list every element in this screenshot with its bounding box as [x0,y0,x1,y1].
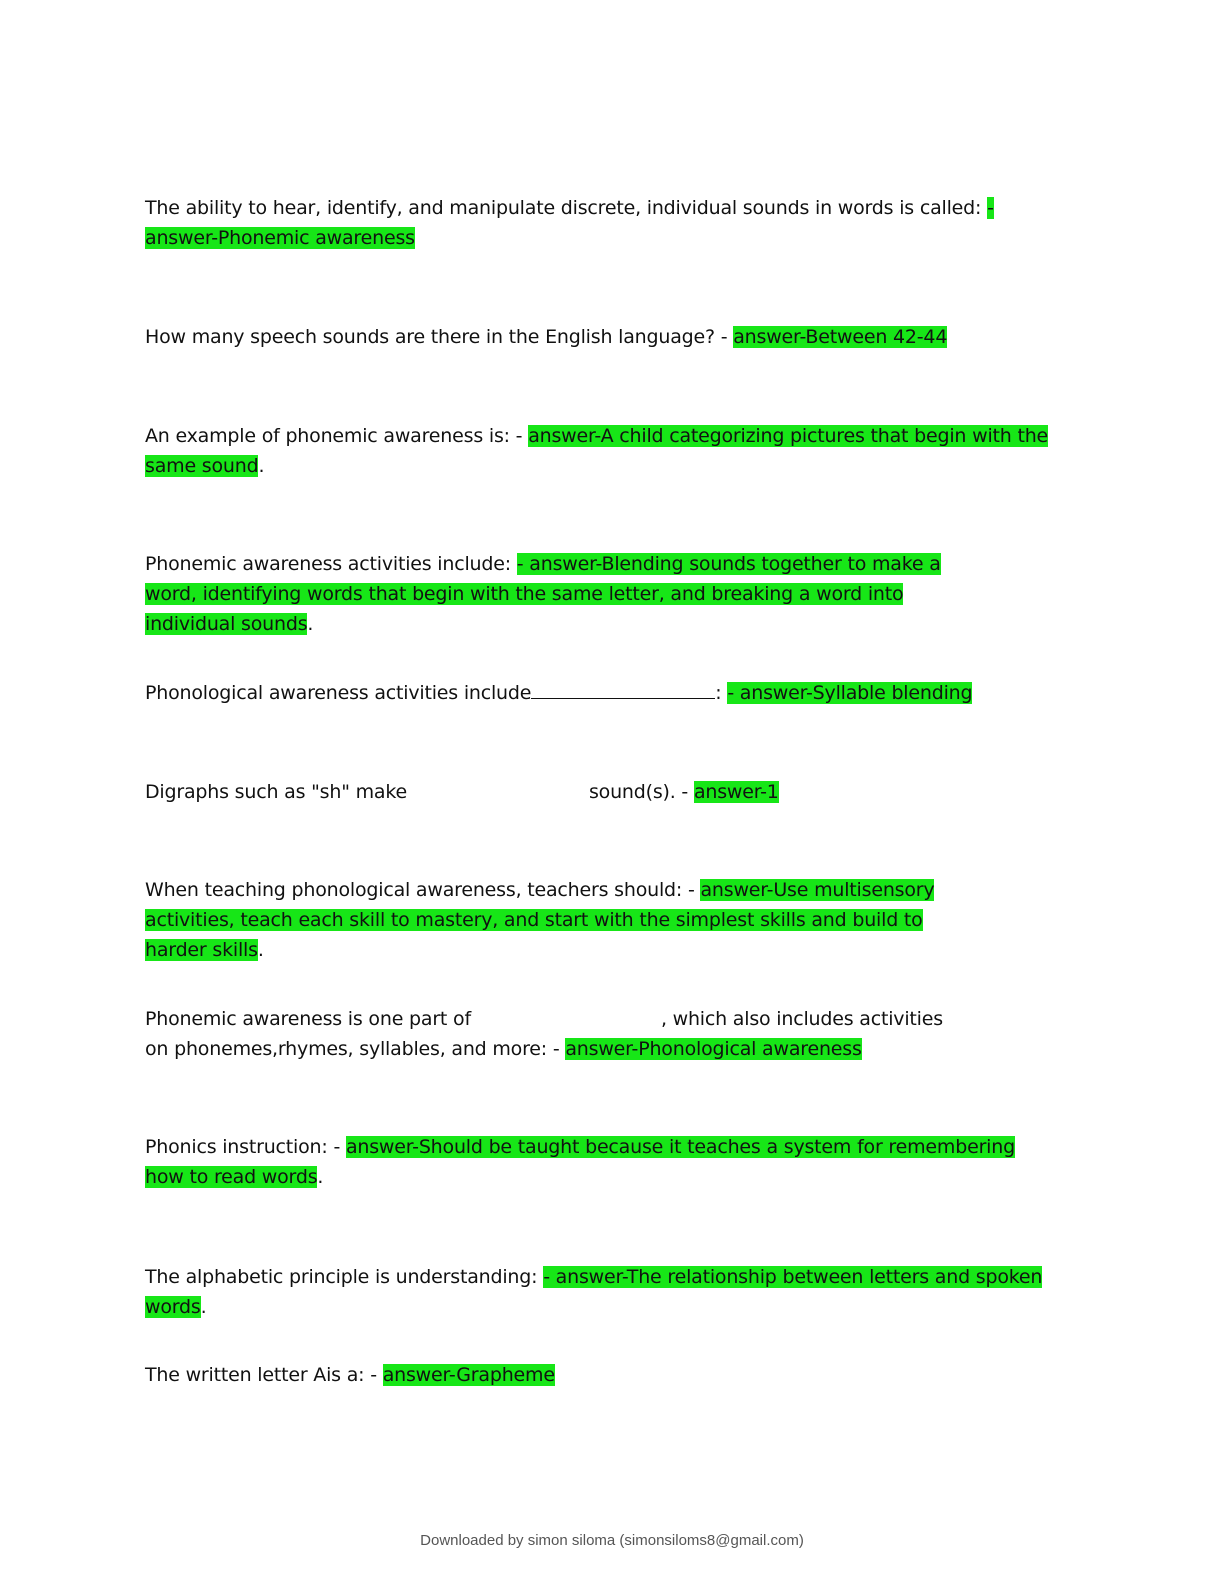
question-text: Digraphs such as "sh" make [145,781,407,803]
answer-highlight: Phonemic awareness [217,227,415,249]
separator: - [714,326,734,348]
question-text: When teaching phonological awareness, teachers should: [145,879,683,901]
qa-item-1 [145,193,1065,253]
answer-highlight: answer-1 [693,781,779,803]
qa-item-2 [145,322,1065,352]
answer-highlight: answer-Use multisensory activities, teach each skill to mastery, and start with the simplest skills and build to harder skills [145,879,935,961]
qa-item-5 [145,678,1065,708]
question-text: An example of phonemic awareness is: [145,425,510,447]
answer-highlight: answer-Grapheme [382,1364,555,1386]
question-text: The ability to hear, identify, and manipulate discrete, individual sounds in words is called: [145,197,982,219]
trailing-punctuation: . [317,1166,324,1188]
separator: - [364,1364,383,1386]
question-text: Phonemic awareness is one part of [145,1008,471,1030]
qa-item-3 [145,421,1065,481]
download-footer: Downloaded by simon siloma (simonsiloms8@gmail.com) [420,1532,804,1549]
question-text: The alphabetic principle is understanding: [145,1266,538,1288]
question-text: Phonemic awareness activities include: [145,553,511,575]
trailing-punctuation: . [258,455,265,477]
answer-highlight: answer-Phonological awareness [565,1038,862,1060]
answer-highlight: - answer-Syllable blending [727,682,973,704]
question-text-continued: , which also includes activities on phonemes,rhymes, syllables, and more: [145,1008,943,1060]
question-text: Phonics instruction: [145,1136,328,1158]
separator: - [682,879,701,901]
question-text: How many speech sounds are there in the English language? [145,326,715,348]
qa-item-6 [145,777,1065,807]
question-text: The written letter Ais a: [145,1364,365,1386]
separator: - [327,1136,346,1158]
qa-item-7 [145,875,985,965]
answer-highlight: answer-Between 42-44 [733,326,948,348]
trailing-punctuation: . [200,1296,207,1318]
separator: - [675,781,694,803]
separator: - [509,425,529,447]
fill-in-blank [531,680,715,699]
answer-highlight: - answer-The relationship between letters and spoken words [145,1266,1043,1318]
separator: - [547,1038,566,1060]
trailing-punctuation: . [257,939,264,961]
question-text-continued: : [715,682,722,704]
question-text: Phonological awareness activities include [145,682,532,704]
separator [511,553,517,575]
trailing-punctuation: . [307,613,314,635]
qa-item-8 [145,1004,945,1064]
answer-highlight: - answer- [145,197,994,249]
qa-item-9 [145,1132,1015,1192]
answer-highlight: - answer-Blending sounds together to make a word, identifying words that begin with the same letter, and breaking a word into individual sounds [145,553,941,635]
answer-highlight: answer-Should be taught because it teaches a system for remembering how to read words [145,1136,1015,1188]
qa-item-11 [145,1360,1065,1390]
question-text-continued: sound(s). [588,781,676,803]
answer-highlight: answer-A child categorizing pictures that begin with the same sound [145,425,1049,477]
qa-item-4 [145,549,965,639]
qa-item-10 [145,1262,1065,1322]
